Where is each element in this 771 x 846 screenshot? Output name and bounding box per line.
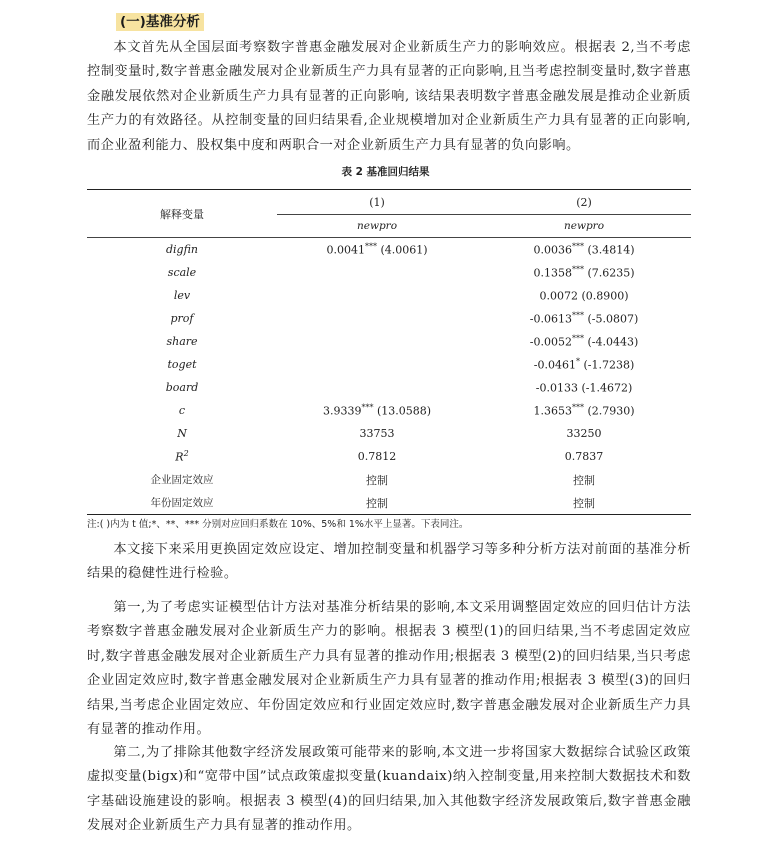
section-heading: (一)基准分析: [116, 13, 204, 31]
paragraph-robustness-first: 第一,为了考虑实证模型估计方法对基准分析结果的影响,本文采用调整固定效应的回归估计方法考察数字普惠金融发展对企业新质生产力的影响。根据表 3 模型(1)的回归结果,当不考虑固定效应时,数字普惠金融发展对企业新质生产力具有显著的推动作用;根据表 3 模型(2)的回归结果,当只考虑企业固定效应时,数字普惠金融发展对企业新质生产力具有显著的推动作用;根据表 3 模型(3)的回归结果,当考虑企业固定效应、年份固定效应和行业固定效应时,数字普惠金融发展对企业新质生产力具有显著的推动作用。: [87, 600, 691, 738]
cell-value: [277, 330, 477, 353]
coefficient: 1.3653: [533, 404, 572, 418]
coefficient: 0.0041: [326, 243, 365, 257]
cell-value: [477, 307, 691, 330]
t-value: (-4.0443): [587, 335, 639, 349]
r-squared-superscript: 2: [183, 449, 189, 459]
r-squared-label: R: [175, 450, 184, 464]
table-row: [87, 468, 691, 491]
table-caption: 表 2 基准回归结果: [341, 166, 430, 178]
significance-stars: ***: [571, 334, 584, 344]
table-row: [87, 376, 691, 399]
table-row: [87, 491, 691, 515]
t-value: (4.0061): [380, 243, 428, 257]
table-row: [87, 445, 691, 468]
cell-value: [477, 284, 691, 307]
column-2-dependent: newpro: [477, 215, 691, 238]
cell-value: [277, 307, 477, 330]
significance-stars: ***: [361, 403, 374, 413]
table-row: [87, 422, 691, 445]
table-row: [87, 307, 691, 330]
cell-value: [477, 399, 691, 422]
cell-value: 33753: [359, 427, 395, 440]
coefficient: 0.0036: [533, 243, 572, 257]
paragraph-baseline-analysis: 本文首先从全国层面考察数字普惠金融发展对企业新质生产力的影响效应。根据表 2,当不考虑控制变量时,数字普惠金融发展对企业新质生产力具有显著的正向影响,且当考虑控制变量时,数字普惠金融发展依然对企业新质生产力具有显著的正向影响, 该结果表明数字普惠金融发展是推动企业新质生产力的有效路径。从控制变量的回归结果看,企业规模增加对企业新质生产力具有显著的正向影响,而企业盈利能力、股权集中度和两职合一对企业新质生产力具有显著的负向影响。: [87, 40, 691, 153]
cell-value: [277, 261, 477, 284]
t-value: (-5.0807): [587, 312, 639, 326]
coefficient: 3.9339: [322, 404, 362, 418]
cell-value: 控制: [277, 491, 477, 515]
row-label: N: [177, 427, 187, 440]
cell-value: [477, 353, 691, 376]
cell-value: [277, 238, 477, 262]
table-note: 注:( )内为 t 值;*、**、*** 分别对应回归系数在 10%、5%和 1%水平上显著。下表同注。: [87, 519, 469, 530]
table-row: [87, 261, 691, 284]
table-row: [87, 330, 691, 353]
cell-value: [277, 353, 477, 376]
row-label: scale: [167, 266, 197, 279]
coefficient: -0.0052: [529, 335, 572, 349]
column-2-header: (2): [477, 190, 691, 215]
table-header-row: [87, 190, 691, 215]
cell-value: 控制: [477, 491, 691, 515]
t-value: (7.6235): [587, 266, 635, 280]
t-value: (3.4814): [587, 243, 635, 257]
cell-value: 0.7812: [357, 450, 397, 463]
cell-value: [277, 284, 477, 307]
coefficient: 0.1358: [533, 266, 572, 280]
row-label: board: [165, 381, 199, 394]
cell-value: [277, 399, 477, 422]
row-label: lev: [173, 289, 191, 302]
significance-stars: ***: [364, 242, 377, 252]
t-value: (-1.7238): [583, 358, 635, 372]
cell-value: 33250: [566, 427, 602, 440]
significance-stars: *: [575, 357, 580, 367]
cell-value: [477, 238, 691, 262]
t-value: (2.7930): [587, 404, 635, 418]
t-value: (13.0588): [376, 404, 432, 418]
row-label: 年份固定效应: [87, 491, 277, 515]
explained-variable-header: 解释变量: [87, 190, 277, 238]
t-value: (0.8900): [581, 289, 629, 303]
column-1-dependent: newpro: [277, 215, 477, 238]
significance-stars: ***: [571, 311, 584, 321]
row-label: prof: [170, 312, 194, 325]
regression-table: [87, 189, 691, 515]
table-row: [87, 353, 691, 376]
cell-value: [477, 261, 691, 284]
row-label: toget: [167, 358, 197, 371]
table-row: [87, 238, 691, 262]
cell-value: [477, 330, 691, 353]
paragraph-robustness-second: 第二,为了排除其他数字经济发展政策可能带来的影响,本文进一步将国家大数据综合试验区政策虚拟变量(bigx)和“宽带中国”试点政策虚拟变量(kuandaix)纳入控制变量,用来控制大数据技术和数字基础设施建设的影响。根据表 3 模型(4)的回归结果,加入其他数字经济发展政策后,数字普惠金融发展对企业新质生产力具有显著的推动作用。: [87, 745, 691, 834]
table-row: [87, 284, 691, 307]
significance-stars: ***: [571, 242, 584, 252]
row-label: share: [166, 335, 198, 348]
coefficient: -0.0613: [529, 312, 572, 326]
row-label: digfin: [165, 243, 199, 256]
table-row: [87, 399, 691, 422]
coefficient-rows: [87, 238, 691, 423]
cell-value: 0.7837: [564, 450, 604, 463]
row-label: c: [178, 404, 186, 417]
coefficient: 0.0072: [539, 289, 578, 303]
cell-value: [277, 376, 477, 399]
coefficient: -0.0461: [533, 358, 576, 372]
t-value: (-1.4672): [581, 381, 633, 395]
cell-value: 控制: [366, 473, 388, 487]
row-label: [87, 445, 277, 468]
cell-value: 控制: [573, 473, 595, 487]
paragraph-robustness-intro: 本文接下来采用更换固定效应设定、增加控制变量和机器学习等多种分析方法对前面的基准分析结果的稳健性进行检验。: [87, 542, 691, 582]
column-1-header: (1): [277, 190, 477, 215]
coefficient: -0.0133: [535, 381, 578, 395]
significance-stars: ***: [571, 403, 584, 413]
cell-value: [477, 376, 691, 399]
significance-stars: ***: [571, 265, 584, 275]
row-label: 企业固定效应: [150, 474, 214, 486]
